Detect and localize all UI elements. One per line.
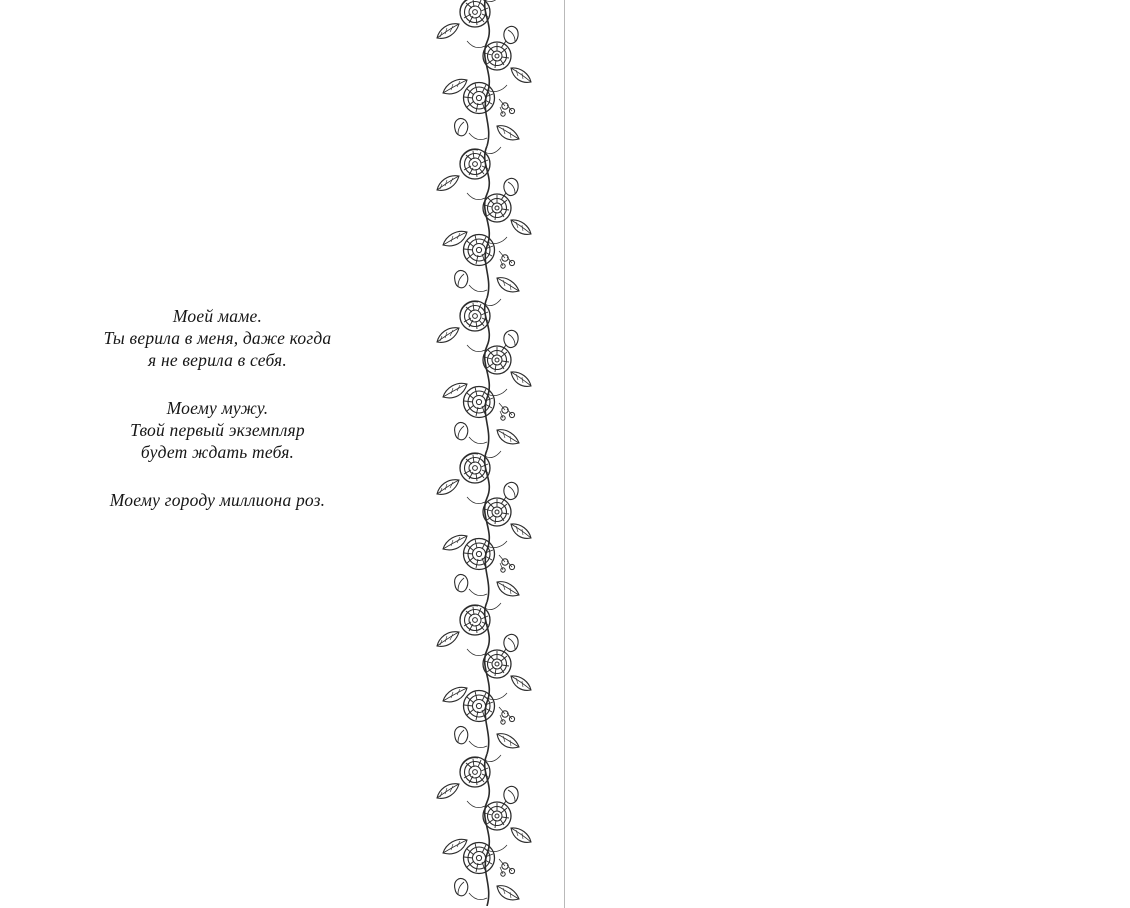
dedication-line: Твой первый экземпляр xyxy=(130,420,305,440)
ornament-tile xyxy=(435,754,540,906)
dedication-block-mother xyxy=(0,305,435,371)
dedication-block-husband xyxy=(0,397,435,463)
ornament-tile xyxy=(435,298,540,450)
ornament-tile xyxy=(435,602,540,754)
dedication-block-city xyxy=(0,489,435,511)
dedication-line: будет ждать тебя. xyxy=(140,442,295,462)
right-page xyxy=(565,0,1130,908)
left-page xyxy=(0,0,435,908)
ornament-tile xyxy=(435,146,540,298)
dedication-line: я не верила в себя. xyxy=(148,350,287,370)
dedication-text xyxy=(0,305,435,511)
dedication-line: Моему мужу. xyxy=(166,398,269,418)
floral-border-ornament xyxy=(435,0,540,908)
dedication-line: Моей маме. xyxy=(172,306,263,326)
dedication-line: Моему городу миллиона роз. xyxy=(109,490,326,510)
ornament-tile xyxy=(435,450,540,602)
ornament-tile xyxy=(435,0,540,146)
dedication-line: Ты верила в меня, даже когда xyxy=(103,328,332,348)
